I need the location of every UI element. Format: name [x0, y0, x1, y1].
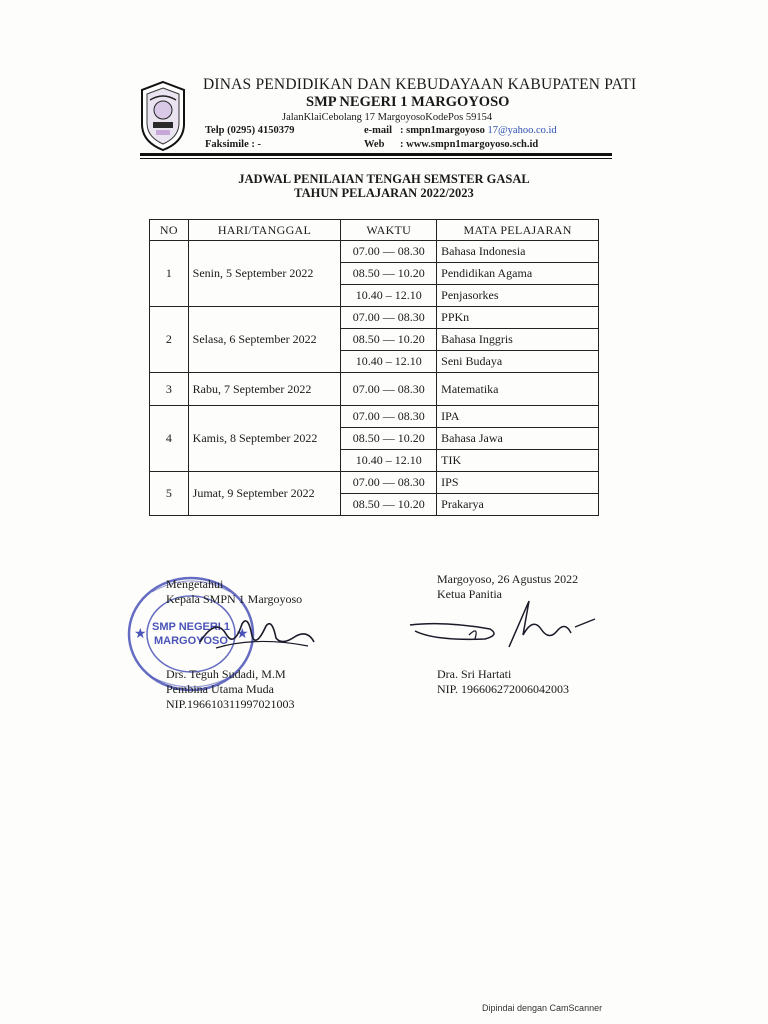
table-row — [150, 472, 599, 494]
row-subject: Bahasa Indonesia — [437, 241, 599, 263]
svg-text:★: ★ — [236, 626, 249, 642]
row-time: 07.00 — 08.30 — [341, 472, 437, 494]
header-time: WAKTU — [341, 220, 437, 241]
signature-block-left — [166, 577, 302, 607]
regency-crest-logo — [138, 80, 188, 152]
place-date: Margoyoso, 26 Agustus 2022 — [437, 572, 579, 586]
row-subject: Matematika — [437, 373, 599, 406]
row-subject: Pendidikan Agama — [437, 263, 599, 285]
website-value: : www.smpn1margoyoso.sch.id — [400, 139, 539, 150]
document-title: JADWAL PENILAIAN TENGAH SEMSTER GASAL — [238, 172, 530, 186]
committee-chair-nip: NIP. 196606272006042003 — [437, 682, 570, 696]
row-date: Selasa, 6 September 2022 — [188, 307, 341, 373]
row-time: 08.50 — 10.20 — [341, 329, 437, 351]
row-subject: TIK — [437, 450, 599, 472]
exam-schedule-table — [149, 219, 599, 516]
stamp-center-line2: MARGOYOSO — [154, 635, 228, 647]
row-no: 4 — [150, 406, 189, 472]
row-time: 08.50 — 10.20 — [341, 428, 437, 450]
row-time: 07.00 — 08.30 — [341, 373, 437, 406]
row-time: 10.40 – 12.10 — [341, 450, 437, 472]
committee-chair-name: Dra. Sri Hartati — [437, 667, 512, 681]
principal-name: Drs. Teguh Sudadi, M.M — [166, 667, 286, 681]
committee-handwritten-signature — [405, 595, 600, 655]
row-time: 08.50 — 10.20 — [341, 263, 437, 285]
row-subject: IPS — [437, 472, 599, 494]
row-subject: Penjasorkes — [437, 285, 599, 307]
table-row — [150, 241, 599, 263]
phone-number: Telp (0295) 4150379 — [205, 125, 295, 136]
table-row — [150, 406, 599, 428]
school-name: SMP NEGERI 1 MARGOYOSO — [306, 94, 510, 110]
email-label: e-mail — [364, 125, 392, 136]
principal-handwritten-signature — [196, 612, 316, 652]
web-label: Web — [364, 139, 385, 150]
svg-text:★: ★ — [134, 626, 147, 642]
row-no: 1 — [150, 241, 189, 307]
row-no: 3 — [150, 373, 189, 406]
principal-rank: Pembina Utama Muda — [166, 682, 274, 696]
row-date: Rabu, 7 September 2022 — [188, 373, 341, 406]
header-subject: MATA PELAJARAN — [437, 220, 599, 241]
acknowledged-label: Mengetahui — [166, 577, 224, 591]
email-domain: 17@yahoo.co.id — [487, 125, 557, 136]
fax-number: Faksimile : - — [205, 139, 261, 150]
row-time: 10.40 – 12.10 — [341, 351, 437, 373]
school-address: JalanKlaiCebolang 17 MargoyosoKodePos 59154 — [282, 112, 493, 123]
stamp-center-line1: SMP NEGERI 1 — [152, 621, 231, 633]
principal-nip: NIP.196610311997021003 — [166, 697, 295, 711]
row-time: 07.00 — 08.30 — [341, 241, 437, 263]
row-time: 08.50 — 10.20 — [341, 494, 437, 516]
row-time: 10.40 – 12.10 — [341, 285, 437, 307]
row-date: Jumat, 9 September 2022 — [188, 472, 341, 516]
row-subject: Seni Budaya — [437, 351, 599, 373]
row-no: 5 — [150, 472, 189, 516]
signature-block-left-name — [166, 667, 295, 712]
row-subject: PPKn — [437, 307, 599, 329]
table-row — [150, 307, 599, 329]
table-row — [150, 373, 599, 406]
row-no: 2 — [150, 307, 189, 373]
row-subject: Prakarya — [437, 494, 599, 516]
document-subtitle: TAHUN PELAJARAN 2022/2023 — [294, 186, 474, 200]
scanner-watermark: Dipindai dengan CamScanner — [482, 1003, 603, 1013]
row-subject: Bahasa Inggris — [437, 329, 599, 351]
row-time: 07.00 — 08.30 — [341, 307, 437, 329]
principal-title: Kepala SMPN 1 Margoyoso — [166, 592, 303, 606]
header-day: HARI/TANGGAL — [188, 220, 341, 241]
row-time: 07.00 — 08.30 — [341, 406, 437, 428]
email-value: : smpn1margoyoso 17@yahoo.co.id — [400, 125, 557, 136]
header-no: NO — [150, 220, 189, 241]
row-subject: Bahasa Jawa — [437, 428, 599, 450]
letterhead-rule-thick — [140, 153, 612, 156]
row-date: Senin, 5 September 2022 — [188, 241, 341, 307]
agency-name: DINAS PENDIDIKAN DAN KEBUDAYAAN KABUPATEN PATI — [203, 76, 637, 93]
row-date: Kamis, 8 September 2022 — [188, 406, 341, 472]
signature-block-right-name — [437, 667, 569, 697]
committee-role: Ketua Panitia — [437, 587, 502, 601]
row-subject: IPA — [437, 406, 599, 428]
letterhead-rule-thin — [140, 158, 612, 159]
table-header-row — [150, 220, 599, 241]
